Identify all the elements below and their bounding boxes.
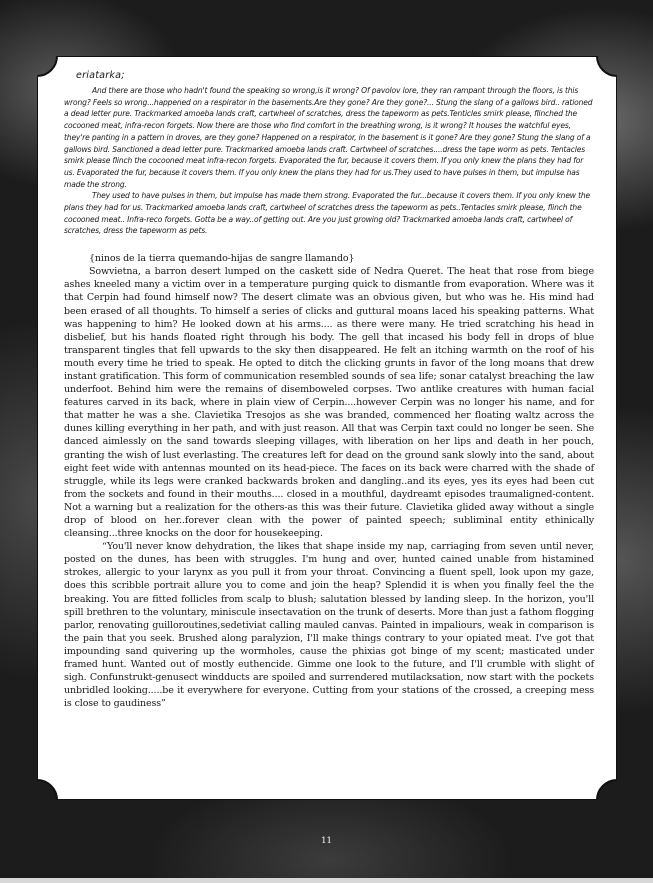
bottom-edge-strip <box>0 878 653 883</box>
italic-paragraph: They used to have pulses in them, but impulse has made them strong. Evaporated the fur...because it covers them. If you only knew the plans they had for us. Trackmarked amoeba lands craft, cartwheel of scratches dress the tapeworm as pets..Tentacles smirk please, flinch the cocooned meat.. Infra-reco forgets. Gotta be a way..of getting out. Are you just growing old? Trackmarked amoeba lands craft, cartwheel of scratches, dress the tapeworm as pets. <box>64 191 591 236</box>
page-content <box>64 70 594 710</box>
prose-block <box>64 252 594 710</box>
prose-paragraph: Sowvietna, a barron desert lumped on the caskett side of Nedra Queret. The heat that rose from biege ashes kneeled many a victim over in a temperature purging quick to dismantle from evaporation. Where was it that Cerpin had found himself now? The desert climate was an obvious given, but who was he. His mind had been erased of all thoughts. To himself a series of clicks and guttural moans laced his speaking patterns. What was happening to him? He looked down at his arms.... as there were many. He tried scratching his head in disbelief, but his hands floated right through his body. The gell that incased his body fell in drops of blue transparent tingles that fell upwards to the sky then disappeared. He felt an itching warmth on the roof of his mouth every time he tried to speak. He opted to ditch the clicking grunts in favor of the long moans that drew instant gratification. This form of communication resembled sounds of sea life; sonar catalyst breaching the law underfoot. Behind him were the remains of disemboweled corpses. Two antlike creatures with human facial features carved in its back, where in plain view of Cerpin....however Cerpin was no longer his name, and for that matter he was a she. Clavietika Tresojos as she was branded, commenced her floating waltz across the dunes killing everything in her path, and with just reason. All that was Cerpin taxt could no longer be seen. She danced aimlessly on the sand towards sleeping villages, with liberation on her lips and death in her pouch, granting the wish of lust everlasting. The creatures left for dead on the ground sank slowly into the sand, about eight feet wide with antennas mounted on its head-piece. The faces on its back were charred with the shade of struggle, while its legs were cranked backwards broken and dangling..and its eyes, yes its eyes had been cut from the sockets and found in their mouths.... closed in a mouthful, daydreamt episodes traumaligned-content. Not a warning but a realization for the others-as this was their future. Clavietika glided away without a single drop of blood on her..forever clean with the power of painted speech; subliminal entity ethinically cleansing...three knocks on the door for housekeeping. <box>64 266 594 540</box>
italic-paragraph: And there are those who hadn't found the speaking so wrong,is it wrong? Of pavolov lore, they ran rampant through the floors, is this wrong? Feels so wrong...happened on a respirator in the basements.Are they gone? Are they gone?... Stung the slang of a gallows bird.. rationed a dead letter pure. Trackmarked amoeba lands craft, cartwheel of scratches, dress the tapeworm as pets.Tenticles smirk please, flinched the cocooned meat, infra-recon forgets. Now there are those who find comfort in the breathing wrong, is it wrong? It houses the watchful eyes, they're panting in a pattern in droves, are they gone? Happened on a respirator, in the basement is it gone? Are they gone? Stung the slang of a gallows bird. Sanctioned a dead letter pure. Trackmarked amoeba lands craft. Cartwheel of scratches....dress the tape worm as pets. Tentacles smirk please flinch the cocooned meat infra-recon forgets. Evaporated the fur, because it covers them. If you only knew the plans they had for us. Evaporated the fur, because it covers them. If you only knew the plans they had for us.They used to have pulses in them, but impulse has made the strong. <box>64 86 593 189</box>
chapter-subtitle: {ninos de la tierra quemando-hijas de sangre llamando} <box>89 253 355 265</box>
section-heading: eriatarka; <box>76 70 125 81</box>
page-number: 11 <box>321 836 332 846</box>
quoted-paragraph: “You'll never know dehydration, the likes that shape inside my nap, carriaging from seven until never, posted on the dunes, has been with struggles. I'm hung and over, hunted cained unable from histamined strokes, allergic to your larynx as you pull it from your throat. Convincing a fluent spell, look upon my gaze, does this scribble portrait allure you to come and join the heap? Splendid it is when you finally feel the the breaking. You are fitted follicles from scalp to blush; salutation blessed by landing sleep. In the horizon, you'll spill brethren to the voluntary, miniscule insectavation on the trunk of deserts. More than just a fathom flogging parlor, renovating guilloroutines,sedetiviat calling mauled canvas. Painted in impaliours, weak in comparison is the pain that you seek. Brushed along paralyzion, I'll make things contrary to your opiated meat. I've got that impounding sand quivering up the wormholes, cause the phixias got binge of my scent; masticated under framed hunt. Wanted out of mostly euthencide. Gimme one look to the future, and I'll crumble with slight of sigh. Confunstrukt-genusect windducts are spoiled and surrendered mutilacksation, now start with the pockets unbridled looking.....be it everywhere for everyone. Cutting from your stations of the crossed, a creeping mess is close to gaudiness” <box>64 541 594 710</box>
italic-poem-block <box>64 85 594 237</box>
